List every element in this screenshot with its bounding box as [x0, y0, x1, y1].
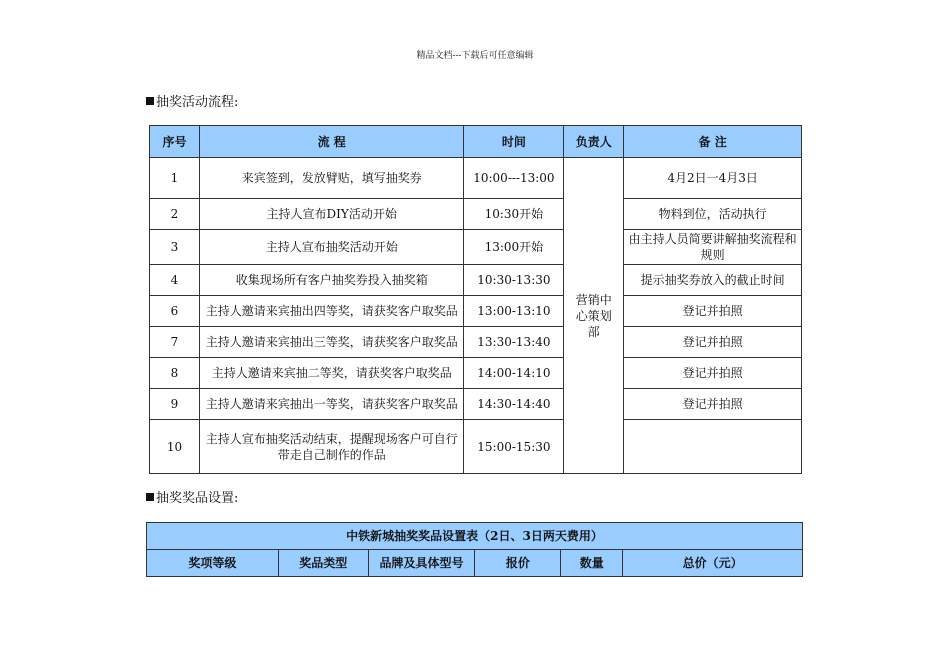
row-time: 13:00-13:10 [464, 296, 564, 327]
row-step: 主持人邀请来宾抽出一等奖，请获奖客户取奖品 [199, 389, 464, 420]
table-row [150, 158, 802, 199]
section-title-flow [146, 91, 238, 110]
row-no: 4 [150, 265, 200, 296]
row-time: 10:00---13:00 [464, 158, 564, 199]
row-no: 8 [150, 358, 200, 389]
flow-table-header-row [150, 126, 802, 158]
row-time: 14:00-14:10 [464, 358, 564, 389]
header-total: 总价（元） [623, 550, 803, 577]
row-time: 10:30开始 [464, 199, 564, 230]
row-no: 1 [150, 158, 200, 199]
header-note: 精品文档---下载后可任意编辑 [416, 51, 534, 61]
row-time: 13:30-13:40 [464, 327, 564, 358]
table-row [150, 296, 802, 327]
prize-table-caption: 中铁新城抽奖奖品设置表（2日、3日两天费用） [147, 523, 803, 550]
row-step: 主持人邀请来宾抽出三等奖，请获奖客户取奖品 [199, 327, 464, 358]
prize-table-header-row [147, 550, 803, 577]
header-prize-level: 奖项等级 [147, 550, 279, 577]
row-note: 登记并拍照 [624, 296, 802, 327]
row-no: 6 [150, 296, 200, 327]
row-note: 由主持人员简要讲解抽奖流程和规则 [624, 230, 802, 265]
row-step: 主持人邀请来宾抽二等奖，请获奖客户取奖品 [199, 358, 464, 389]
row-note: 提示抽奖券放入的截止时间 [624, 265, 802, 296]
row-note: 登记并拍照 [624, 358, 802, 389]
row-time: 13:00开始 [464, 230, 564, 265]
owner-text: 营销中心策划部 [575, 292, 612, 339]
header-note: 备 注 [624, 126, 802, 158]
row-note: 登记并拍照 [624, 389, 802, 420]
table-row [150, 230, 802, 265]
header-no: 序号 [150, 126, 200, 158]
row-time: 15:00-15:30 [464, 420, 564, 474]
row-no: 2 [150, 199, 200, 230]
row-time: 14:30-14:40 [464, 389, 564, 420]
row-note: 4月2日一4月3日 [624, 158, 802, 199]
flow-table [149, 125, 802, 474]
row-step: 主持人宣布DIY活动开始 [199, 199, 464, 230]
header-price: 报价 [475, 550, 561, 577]
square-bullet-icon [146, 493, 154, 501]
row-no: 10 [150, 420, 200, 474]
table-row [150, 358, 802, 389]
row-no: 9 [150, 389, 200, 420]
row-time: 10:30-13:30 [464, 265, 564, 296]
section-title-prizes [146, 487, 238, 506]
row-note: 登记并拍照 [624, 327, 802, 358]
table-row [150, 327, 802, 358]
section-title-flow-text: 抽奖活动流程: [156, 95, 239, 110]
table-row [150, 420, 802, 474]
header-owner: 负责人 [564, 126, 624, 158]
row-step: 收集现场所有客户抽奖券投入抽奖箱 [199, 265, 464, 296]
square-bullet-icon [146, 97, 154, 105]
row-step: 来宾签到，发放臂贴，填写抽奖券 [199, 158, 464, 199]
section-title-prizes-text: 抽奖奖品设置: [156, 491, 239, 506]
row-step: 主持人宣布抽奖活动开始 [199, 230, 464, 265]
table-row [150, 265, 802, 296]
table-row [150, 199, 802, 230]
row-no: 7 [150, 327, 200, 358]
header-prize-type: 奖品类型 [278, 550, 368, 577]
row-note: 物料到位，活动执行 [624, 199, 802, 230]
owner-cell [564, 158, 624, 474]
header-time: 时间 [464, 126, 564, 158]
table-row [150, 389, 802, 420]
row-step: 主持人宣布抽奖活动结束，提醒现场客户可自行带走自己制作的作品 [199, 420, 464, 474]
row-no: 3 [150, 230, 200, 265]
header-brand-model: 品牌及具体型号 [368, 550, 475, 577]
row-step: 主持人邀请来宾抽出四等奖，请获奖客户取奖品 [199, 296, 464, 327]
prize-table [146, 522, 803, 577]
prize-table-caption-row [147, 523, 803, 550]
row-note [624, 420, 802, 474]
header-quantity: 数量 [561, 550, 623, 577]
header-step: 流 程 [199, 126, 464, 158]
